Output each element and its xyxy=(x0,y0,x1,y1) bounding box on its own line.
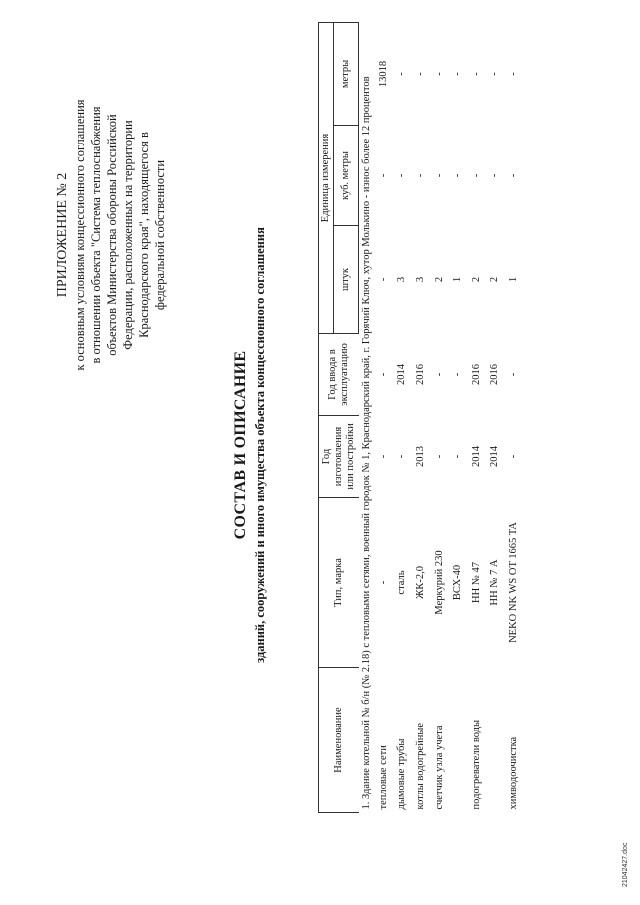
cell-pcs: - xyxy=(377,277,389,282)
cell-pcs: 2 xyxy=(433,276,445,283)
cell-year-made: - xyxy=(377,454,389,459)
header-name: Наименование xyxy=(319,668,359,813)
cell-m: - xyxy=(452,72,464,76)
cell-year-made: - xyxy=(507,454,519,459)
table-row xyxy=(448,22,467,812)
header-unit: Единица измерения xyxy=(319,22,334,333)
cell-year-made: 2013 xyxy=(414,446,426,467)
appendix-block xyxy=(55,85,168,385)
table-row xyxy=(411,22,430,812)
cell-type: Меркурий 230 xyxy=(433,550,445,615)
appendix-line: в отношении объекта "Система теплоснабжения xyxy=(89,106,103,364)
cell-name: тепловые сети xyxy=(377,745,389,810)
appendix-line: объектов Министерства обороны Российской xyxy=(105,114,119,356)
cell-m: - xyxy=(396,72,408,76)
cell-m3: - xyxy=(414,173,426,178)
appendix-line: федеральной собственности xyxy=(153,159,167,311)
cell-year-service: 2014 xyxy=(396,364,408,385)
header-type: Тип, марка xyxy=(319,498,359,668)
table-row xyxy=(486,22,505,812)
cell-pcs: 1 xyxy=(507,276,519,283)
cell-m: - xyxy=(433,72,445,76)
cell-name: подогреватели воды xyxy=(470,719,482,810)
cell-year-made: 2014 xyxy=(470,446,482,467)
cell-name: химводоочистка xyxy=(507,736,519,810)
cell-year-service: 2016 xyxy=(414,364,426,385)
cell-m: - xyxy=(414,72,426,76)
cell-type: НН № 7 А xyxy=(489,559,501,606)
cell-year-service: - xyxy=(377,372,389,377)
cell-m3: - xyxy=(377,173,389,178)
cell-m: - xyxy=(507,72,519,76)
cell-type: НН № 47 xyxy=(470,562,482,603)
cell-pcs: 2 xyxy=(470,276,482,283)
cell-pcs: 3 xyxy=(414,276,426,283)
cell-m3: - xyxy=(507,173,519,178)
cell-type: ВСХ-40 xyxy=(452,564,464,601)
cell-name: дымовые трубы xyxy=(396,738,408,810)
heading-subtitle: зданий, сооружений и иного имущества объекта концессионного соглашения xyxy=(253,227,267,663)
cell-pcs: 1 xyxy=(452,276,464,283)
cell-name: котлы водогрейные xyxy=(414,722,426,810)
table-row xyxy=(374,22,393,812)
section-title: 1. Здание котельной № б/н (№ 2.18) с тепловыми сетями, военный городок № 1, Краснодарский край, г. Горячий Ключ, хутор Молькино - износ более 12 процентов xyxy=(361,76,372,810)
cell-year-made: 2014 xyxy=(489,446,501,467)
header-unit-m: метры xyxy=(334,22,359,125)
cell-name xyxy=(448,668,467,813)
appendix-title: ПРИЛОЖЕНИЕ № 2 xyxy=(55,172,70,298)
assets-table xyxy=(318,22,523,813)
cell-year-service: - xyxy=(452,372,464,377)
cell-m3: - xyxy=(489,173,501,178)
cell-year-service: - xyxy=(433,372,445,377)
appendix-line: к основным условиям концессионного соглашения xyxy=(73,99,87,371)
table-row xyxy=(430,22,449,812)
header-unit-pcs: штук xyxy=(334,226,359,334)
cell-year-service: 2016 xyxy=(489,364,501,385)
cell-m: 13018 xyxy=(377,60,389,88)
cell-name: счетчик узла учета xyxy=(433,725,445,810)
cell-m3: - xyxy=(452,173,464,178)
cell-m: - xyxy=(489,72,501,76)
cell-type: - xyxy=(377,580,389,585)
cell-m3: - xyxy=(470,173,482,178)
cell-m3: - xyxy=(433,173,445,178)
header-year-service: Год ввода в эксплуатацию xyxy=(319,334,359,416)
footer-filename: 21042427.doc xyxy=(622,842,629,887)
table-row xyxy=(467,22,486,812)
cell-type: NEKO NK WS OT 1665 TA xyxy=(507,522,519,643)
cell-year-service: - xyxy=(507,372,519,377)
document-heading xyxy=(232,45,268,845)
cell-year-made: - xyxy=(452,454,464,459)
header-unit-m3: куб. метры xyxy=(334,126,359,226)
cell-name xyxy=(486,668,505,813)
cell-m: - xyxy=(470,72,482,76)
cell-type: сталь xyxy=(396,570,408,595)
cell-year-made: - xyxy=(433,454,445,459)
cell-year-made: - xyxy=(396,454,408,459)
cell-pcs: 3 xyxy=(396,276,408,283)
cell-type: ЖК-2,0 xyxy=(414,565,426,600)
cell-m3: - xyxy=(396,173,408,178)
table-row xyxy=(504,22,523,812)
appendix-line: Федерации, расположенных на территории xyxy=(121,120,135,350)
heading-title: СОСТАВ И ОПИСАНИЕ xyxy=(232,350,249,540)
table-row xyxy=(393,22,412,812)
cell-year-service: 2016 xyxy=(470,364,482,385)
header-year-made: Год изготовления или постройки xyxy=(319,416,359,498)
appendix-line: Краснодарского края", находящегося в xyxy=(137,132,151,338)
cell-pcs: 2 xyxy=(489,276,501,283)
